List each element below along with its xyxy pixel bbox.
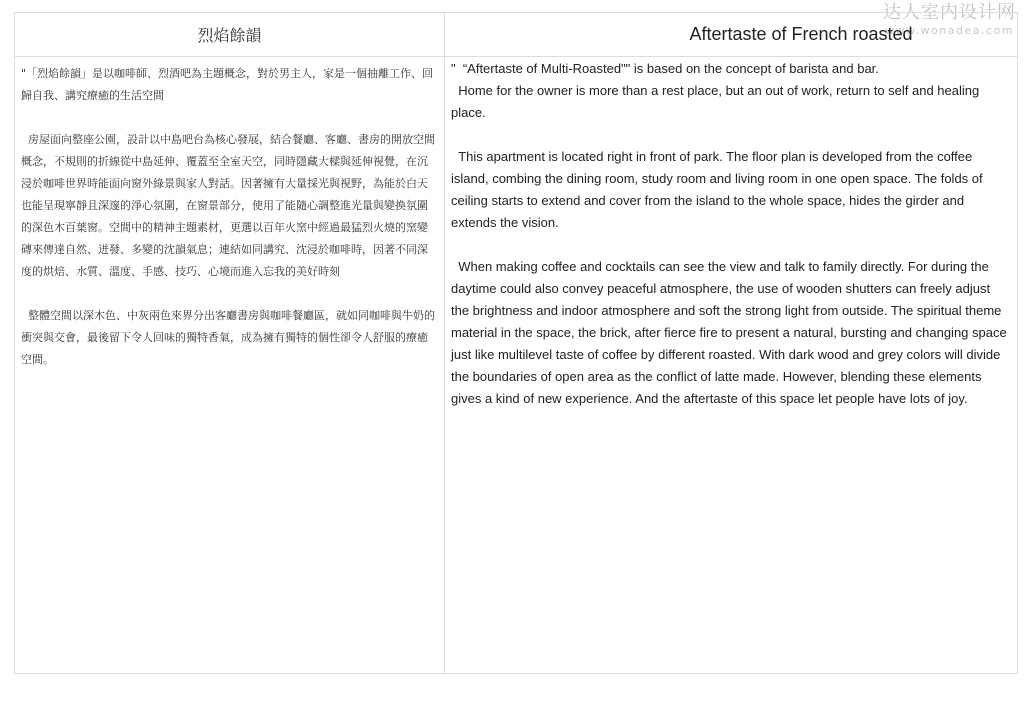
bilingual-document-table xyxy=(14,12,1018,674)
english-paragraph-3: This apartment is located right in front of park. The floor plan is developed from the coffee island, combing the dining room, study room and living room in one open space. The folds of ceiling starts to extend and cover from the island to the whole space, hides the girder and extends the vision. xyxy=(451,149,987,230)
english-paragraph-4: When making coffee and cocktails can see the view and talk to family directly. For during the daytime could also convey peaceful atmosphere, the use of wooden shutters can freely adjust the brightness and indoor atmosphere and soft the strong light from outside. The spiritual theme material in the space, the brick, after fierce fire to present a natural, bursting and changing space just like multilevel taste of coffee by different roasted. With dark wood and grey colors will divide the boundaries of open area as the conflict of latte made. However, blending these elements gives a kind of new experience. And the aftertaste of this space let people have lots of joy. xyxy=(451,259,1011,406)
chinese-title: 烈焰餘韻 xyxy=(15,13,444,57)
english-title: Aftertaste of French roasted xyxy=(445,13,1017,57)
chinese-paragraph-3: 整體空間以深木色、中灰兩色來界分出客廳書房與咖啡餐廳區，就如同咖啡與牛奶的衝突與交會，最後留下令人回味的獨特香氣，成為擁有獨特的個性卻令人舒服的療癒空間。 xyxy=(21,309,435,366)
english-paragraph-2: Home for the owner is more than a rest place, but an out of work, return to self and healing place. xyxy=(451,83,983,120)
chinese-body xyxy=(15,57,444,673)
english-column xyxy=(445,13,1017,673)
watermark-url: www.wonadea.com xyxy=(885,24,1014,37)
watermark-site-name: 达人室内设计网 xyxy=(883,2,1016,23)
chinese-paragraph-2: 房屋面向整座公園，設計以中島吧台為核心發展，結合餐廳、客廳、書房的開放空間概念，不規則的折線從中島延伸、覆蓋至全室天空，同時隱藏大樑與延伸視覺，在沉浸於咖啡世界時能面向窗外綠景與家人對話。因著擁有大量採光與視野，為能於白天也能呈現寧靜且深邃的淨心氛圍，在窗景部分，使用了能隨心調整進光量與變換氛圍的深色木百葉窗。空間中的精神主題素材，更選以百年火窯中經過最猛烈火燒的窯變磚來傳達自然、迸發、多變的沈韻氣息；連結如同講究、沈浸於咖啡時，因著不同深度的烘焙、水質、溫度、手感、技巧、心境而進入忘我的美好時刻 xyxy=(21,133,435,278)
chinese-column xyxy=(15,13,445,673)
chinese-paragraph-1: "「烈焰餘韻」是以咖啡師、烈酒吧為主題概念，對於男主人，家是一個抽離工作、回歸自我、講究療癒的生活空間 xyxy=(21,67,434,102)
english-body xyxy=(445,57,1017,673)
english-paragraph-1: " “Aftertaste of Multi-Roasted"" is based on the concept of barista and bar. xyxy=(451,61,879,76)
